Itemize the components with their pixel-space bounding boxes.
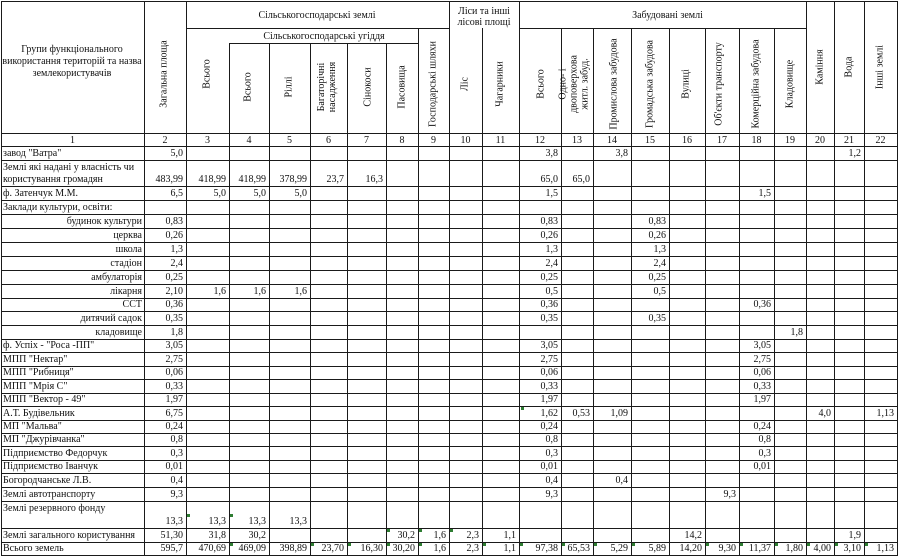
row-name: ф. Успіх - "Роса -ПП" xyxy=(3,340,95,351)
table-cell: 31,8 xyxy=(208,530,226,541)
total-area-header: Загальна площа xyxy=(158,40,170,108)
row-group-header: Групи функціонального використання територій та назва землекористувачів xyxy=(2,44,142,79)
column-number: 6 xyxy=(326,135,331,146)
grid-line xyxy=(519,28,807,29)
table-cell: 13,3 xyxy=(208,516,226,527)
row-name: Землі які надані у власність чи користування громадян xyxy=(3,162,135,185)
table-cell: 4,00 xyxy=(813,543,831,554)
cell-marker xyxy=(387,543,390,546)
table-cell: 9,30 xyxy=(718,543,736,554)
table-cell: 0,06 xyxy=(165,367,183,378)
table-cell: 470,69 xyxy=(198,543,226,554)
residential-header: Одно- і двоповерхова житл. забуд. xyxy=(557,55,591,113)
table-cell: 1,1 xyxy=(503,543,516,554)
cell-marker xyxy=(632,543,635,546)
streets-header: Вулиці xyxy=(680,69,692,99)
table-cell: 0,26 xyxy=(540,230,558,241)
table-cell: 65,0 xyxy=(572,174,590,185)
cemetery-header: Кладовище xyxy=(784,59,796,109)
row-name: ф. Затенчук М.М. xyxy=(3,187,78,199)
table-cell: 0,3 xyxy=(545,448,558,459)
table-cell: 0,5 xyxy=(653,286,666,297)
grid-line xyxy=(418,28,419,556)
table-cell: 11,37 xyxy=(748,543,771,554)
table-cell: 1,6 xyxy=(294,286,307,297)
table-cell: 65,53 xyxy=(567,543,590,554)
table-cell: 0,35 xyxy=(648,313,666,324)
cell-marker xyxy=(483,543,486,546)
table-cell: 0,33 xyxy=(753,381,771,392)
table-cell: 418,99 xyxy=(238,174,266,185)
transport-header: Об'єкти транспорту xyxy=(713,42,725,126)
table-cell: 5,0 xyxy=(253,188,266,199)
table-cell: 1,80 xyxy=(785,543,803,554)
table-cell: 0,06 xyxy=(540,367,558,378)
column-number: 12 xyxy=(535,135,545,146)
table-cell: 2,75 xyxy=(165,354,183,365)
column-number: 14 xyxy=(607,135,617,146)
grid-line xyxy=(310,43,311,556)
forest-header: Ліси та інші лісові площі xyxy=(457,6,511,28)
row-name: Всього земель xyxy=(3,543,64,554)
table-cell: 0,33 xyxy=(540,381,558,392)
row-name: Землі резервного фонду xyxy=(3,503,106,514)
table-cell: 1,2 xyxy=(848,148,861,159)
table-cell: 483,99 xyxy=(155,174,183,185)
table-cell: 2,3 xyxy=(466,543,479,554)
table-cell: 1,13 xyxy=(876,408,894,419)
row-name: МПП "Нектар" xyxy=(3,353,68,365)
grid-line xyxy=(739,28,740,556)
column-number: 2 xyxy=(162,135,168,146)
row-name: МПП "Рибниця" xyxy=(3,367,74,378)
commercial-header: Комерційна забудова xyxy=(750,39,762,129)
table-cell: 0,24 xyxy=(753,421,771,432)
column-number: 9 xyxy=(431,135,436,146)
grid-line xyxy=(269,43,270,556)
table-cell: 1,3 xyxy=(545,244,558,255)
cell-marker xyxy=(865,543,868,546)
row-name: А.Т. Будівельник xyxy=(3,407,75,419)
water-header: Вода xyxy=(843,56,855,78)
table-cell: 0,35 xyxy=(540,313,558,324)
row-name: лікарня xyxy=(110,285,142,297)
column-number: 4 xyxy=(246,135,252,146)
table-cell: 9,3 xyxy=(723,489,736,500)
row-name: МПП "Мрія С" xyxy=(3,380,68,392)
table-cell: 3,8 xyxy=(545,148,558,159)
table-cell: 5,0 xyxy=(213,188,226,199)
table-cell: 1,1 xyxy=(503,530,516,541)
row-name: Землі автотранспорту xyxy=(3,488,96,500)
table-cell: 0,25 xyxy=(648,272,666,283)
grid-line xyxy=(864,1,865,556)
table-cell: 13,3 xyxy=(165,516,183,527)
built-total-header: Всього xyxy=(535,69,547,99)
arable-header: Ріллі xyxy=(283,76,295,98)
row-name: Підприємство Іванчук xyxy=(3,461,98,472)
table-cell: 30,2 xyxy=(248,530,266,541)
row-name: МП "Мальва" xyxy=(3,421,62,432)
table-cell: 0,24 xyxy=(540,421,558,432)
cell-marker xyxy=(520,543,523,546)
table-cell: 0,5 xyxy=(545,286,558,297)
grid-line xyxy=(669,28,670,556)
column-number: 3 xyxy=(205,135,210,146)
cell-marker xyxy=(775,543,778,546)
table-cell: 0,26 xyxy=(165,230,183,241)
table-cell: 3,05 xyxy=(753,340,771,351)
column-number: 10 xyxy=(460,135,471,146)
table-cell: 65,0 xyxy=(540,174,558,185)
table-cell: 418,99 xyxy=(198,174,226,185)
table-cell: 13,3 xyxy=(289,516,307,527)
column-number: 15 xyxy=(645,135,655,146)
table-cell: 0,25 xyxy=(540,272,558,283)
column-number: 21 xyxy=(844,135,854,146)
table-cell: 2,3 xyxy=(466,530,479,541)
table-cell: 1,9 xyxy=(848,530,861,541)
row-name: МП "Джурівчанка" xyxy=(3,434,85,445)
grid-line xyxy=(834,1,835,556)
table-cell: 2,4 xyxy=(170,258,183,269)
table-cell: 0,24 xyxy=(165,421,183,432)
table-cell: 1,97 xyxy=(540,394,558,405)
table-cell: 1,5 xyxy=(758,188,771,199)
agri-lands-header: Сільськогосподарські угіддя xyxy=(263,31,385,42)
table-cell: 2,10 xyxy=(165,286,183,297)
table-cell: 0,25 xyxy=(165,272,183,283)
table-cell: 1,6 xyxy=(433,530,446,541)
row-name: Богородчанське Л.В. xyxy=(3,474,92,486)
cell-marker xyxy=(521,407,524,410)
row-name: школа xyxy=(115,243,142,255)
column-number: 18 xyxy=(751,135,762,146)
table-cell: 6,5 xyxy=(170,188,183,199)
table-cell: 1,6 xyxy=(213,286,226,297)
table-cell: 0,36 xyxy=(753,299,771,310)
table-cell: 378,99 xyxy=(279,174,307,185)
table-cell: 398,89 xyxy=(279,543,307,554)
table-cell: 0,4 xyxy=(615,475,628,486)
table-cell: 1,09 xyxy=(610,408,628,419)
table-cell: 1,5 xyxy=(545,188,558,199)
table-cell: 1,6 xyxy=(433,543,446,554)
grid-line xyxy=(386,43,387,556)
table-cell: 1,13 xyxy=(876,543,894,554)
industrial-header: Промислова забудова xyxy=(608,38,620,130)
table-cell: 0,3 xyxy=(170,448,183,459)
column-number: 16 xyxy=(682,135,692,146)
column-number: 7 xyxy=(364,135,369,146)
perennial-header: Багаторічні насадження xyxy=(316,61,338,113)
row-name: МПП "Вектор - 49" xyxy=(3,394,86,405)
hayfields-header: Сінокоси xyxy=(362,67,374,107)
stones-header: Каміння xyxy=(814,49,826,85)
table-cell: 30,2 xyxy=(397,530,415,541)
table-cell: 595,7 xyxy=(160,543,183,554)
row-name: завод "Ватра" xyxy=(3,147,62,159)
table-cell: 1,62 xyxy=(540,408,558,419)
row-name: ССТ xyxy=(122,299,142,310)
table-cell: 469,09 xyxy=(238,543,266,554)
table-cell: 0,83 xyxy=(648,216,666,227)
cell-marker xyxy=(230,514,233,517)
table-cell: 0,53 xyxy=(572,408,590,419)
table-cell: 2,75 xyxy=(540,354,558,365)
table-cell: 16,3 xyxy=(365,174,383,185)
table-cell: 1,8 xyxy=(170,327,183,338)
cell-marker xyxy=(562,543,565,546)
grid-line xyxy=(806,1,807,556)
table-cell: 3,05 xyxy=(540,340,558,351)
table-cell: 0,4 xyxy=(170,475,183,486)
table-cell: 0,33 xyxy=(165,381,183,392)
table-cell: 4,0 xyxy=(818,408,831,419)
grid-line xyxy=(229,43,230,556)
agricultural-header: Сільськогосподарські землі xyxy=(258,10,376,21)
cell-marker xyxy=(348,543,351,546)
agri-lands-total-header: Всього xyxy=(242,72,254,102)
column-number: 1 xyxy=(70,135,75,146)
cell-marker xyxy=(387,529,390,532)
cell-marker xyxy=(450,529,453,532)
table-cell: 0,4 xyxy=(545,475,558,486)
table-cell: 1,8 xyxy=(790,327,803,338)
grid-line xyxy=(897,1,898,556)
table-cell: 51,30 xyxy=(160,530,183,541)
table-cell: 5,29 xyxy=(610,543,628,554)
column-number: 11 xyxy=(495,135,506,146)
table-cell: 30,20 xyxy=(392,543,415,554)
table-cell: 5,0 xyxy=(170,148,183,159)
grid-line xyxy=(186,28,450,29)
table-cell: 6,75 xyxy=(165,408,183,419)
table-cell: 13,3 xyxy=(248,516,266,527)
table-cell: 14,20 xyxy=(679,543,702,554)
table-cell: 0,83 xyxy=(165,216,183,227)
grid-line xyxy=(347,43,348,556)
table-cell: 16,30 xyxy=(360,543,383,554)
table-cell: 1,3 xyxy=(170,244,183,255)
cell-marker xyxy=(594,543,597,546)
column-number: 8 xyxy=(399,135,405,146)
cell-marker xyxy=(419,543,422,546)
built-header: Забудовані землі xyxy=(632,10,703,21)
other-header: Інші землі xyxy=(874,44,886,90)
grid-line xyxy=(1,1,2,556)
table-cell: 5,89 xyxy=(648,543,666,554)
cell-marker xyxy=(835,543,838,546)
table-cell: 0,36 xyxy=(165,299,183,310)
table-cell: 0,8 xyxy=(545,434,558,445)
cell-marker xyxy=(230,543,233,546)
row-name: церква xyxy=(113,229,142,241)
cell-marker xyxy=(706,543,709,546)
row-name: Заклади культури, освіти: xyxy=(3,201,113,213)
table-cell: 0,26 xyxy=(648,230,666,241)
table-cell: 97,38 xyxy=(535,543,558,554)
table-cell: 23,7 xyxy=(326,174,344,185)
table-cell: 0,01 xyxy=(165,461,183,472)
grid-line xyxy=(774,28,775,556)
table-cell: 1,97 xyxy=(165,394,183,405)
shrubs-header: Чагарники xyxy=(494,61,506,107)
table-cell: 2,4 xyxy=(653,258,666,269)
pastures-header: Пасовища xyxy=(396,65,408,109)
cell-marker xyxy=(311,543,314,546)
row-name: Підприємство Федорчук xyxy=(3,447,108,459)
row-name: амбулаторія xyxy=(91,271,142,283)
table-cell: 1,3 xyxy=(653,244,666,255)
grid-line xyxy=(482,28,483,556)
table-cell: 14,2 xyxy=(684,530,702,541)
column-number: 20 xyxy=(815,135,825,146)
table-cell: 3,05 xyxy=(165,340,183,351)
column-number: 22 xyxy=(875,135,886,146)
cell-marker xyxy=(187,514,190,517)
table-cell: 3,8 xyxy=(615,148,628,159)
table-cell: 5,0 xyxy=(294,188,307,199)
row-name: стадіон xyxy=(110,257,142,269)
forest-les-header: Ліс xyxy=(459,77,471,91)
cell-marker xyxy=(419,529,422,532)
table-cell: 0,8 xyxy=(758,434,771,445)
column-number: 13 xyxy=(572,135,582,146)
table-cell: 1,6 xyxy=(253,286,266,297)
table-cell: 2,75 xyxy=(753,354,771,365)
table-cell: 0,35 xyxy=(165,313,183,324)
row-name: дитячий садок xyxy=(80,312,142,324)
row-name: будинок культури xyxy=(66,215,142,227)
grid-line xyxy=(449,1,450,556)
table-cell: 23,70 xyxy=(321,543,344,554)
public-header: Громадська забудова xyxy=(644,40,656,128)
agri-total-header: Всього xyxy=(201,59,213,89)
row-name: Землі загального користування xyxy=(3,529,136,541)
table-cell: 9,3 xyxy=(545,489,558,500)
column-number: 5 xyxy=(287,135,292,146)
row-name: кладовище xyxy=(95,326,142,338)
farm-roads-header: Господарські шляхи xyxy=(427,41,439,127)
column-number: 17 xyxy=(717,135,727,146)
grid-line xyxy=(229,43,419,44)
table-cell: 0,01 xyxy=(753,461,771,472)
grid-line xyxy=(705,28,706,556)
table-cell: 0,06 xyxy=(753,367,771,378)
table-cell: 1,97 xyxy=(753,394,771,405)
cell-marker xyxy=(807,543,810,546)
table-cell: 9,3 xyxy=(170,489,183,500)
table-cell: 0,83 xyxy=(540,216,558,227)
table-cell: 0,01 xyxy=(540,461,558,472)
cell-marker xyxy=(740,543,743,546)
table-cell: 0,36 xyxy=(540,299,558,310)
table-cell: 0,3 xyxy=(758,448,771,459)
table-cell: 3,10 xyxy=(843,543,861,554)
grid-line xyxy=(186,1,187,556)
table-cell: 0,8 xyxy=(170,434,183,445)
table-cell: 2,4 xyxy=(545,258,558,269)
column-number: 19 xyxy=(785,135,795,146)
